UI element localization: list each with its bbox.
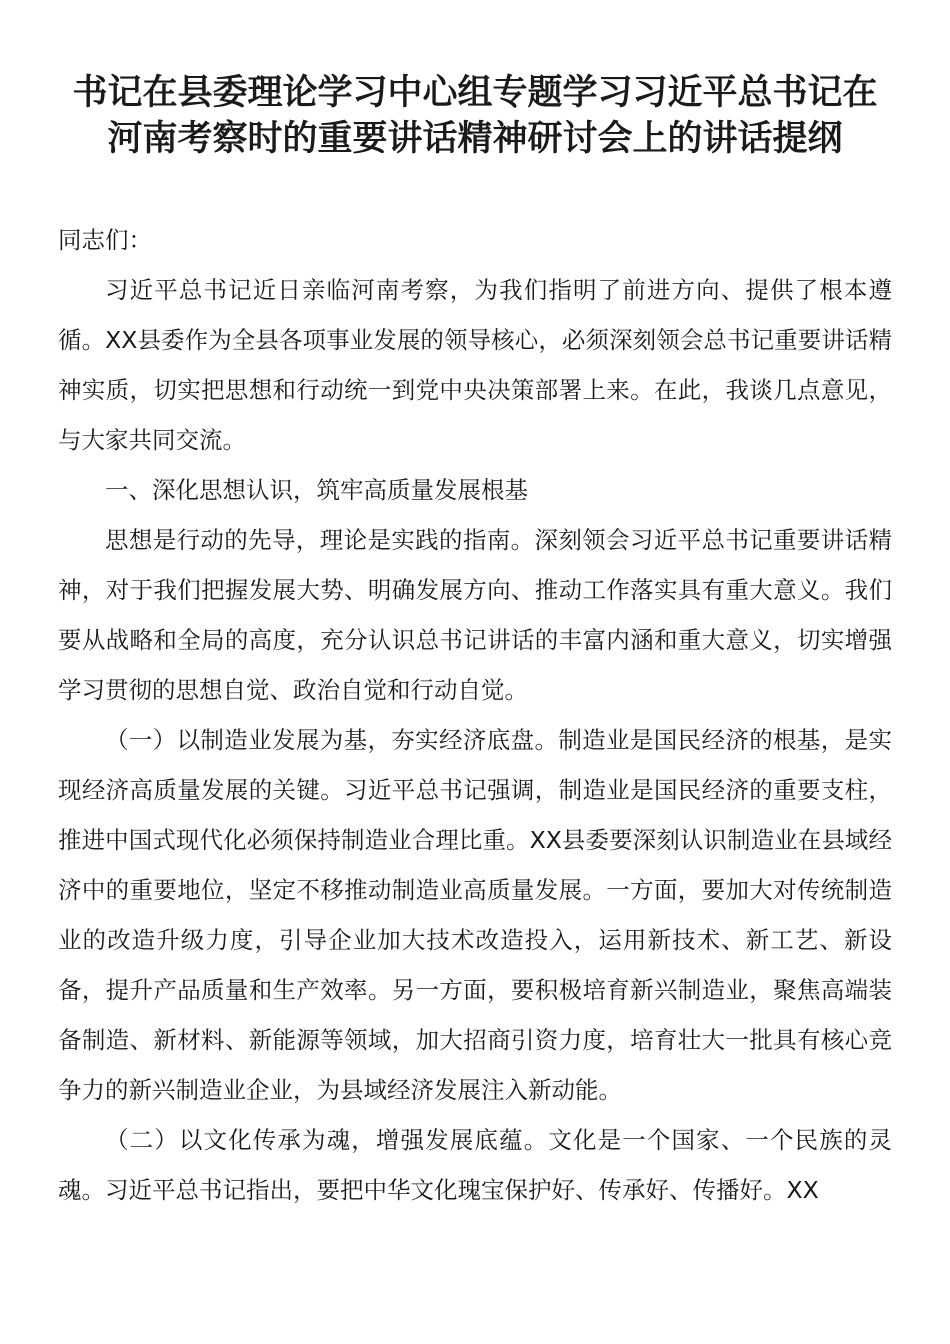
- intro-paragraph: 习近平总书记近日亲临河南考察，为我们指明了前进方向、提供了根本遵循。XX县委作为全县各项事业发展的领导核心，必须深刻领会总书记重要讲话精神实质，切实把思想和行动统一到党中央决策部署上来。在此，我谈几点意见，与大家共同交流。: [58, 276, 892, 454]
- title-line-2: 河南考察时的重要讲话精神研讨会上的讲话提纲: [107, 119, 843, 159]
- salutation: 同志们：: [58, 226, 152, 254]
- subsection-1-paragraph: （一）以制造业发展为基，夯实经济底盘。制造业是国民经济的根基，是实现经济高质量发展的关键。习近平总书记强调，制造业是国民经济的重要支柱，推进中国式现代化必须保持制造业合理比重。XX县委要深刻认识制造业在县域经济中的重要地位，坚定不移推动制造业高质量发展。一方面，要加大对传统制造业的改造升级力度，引导企业加大技术改造投入，运用新技术、新工艺、新设备，提升产品质量和生产效率。另一方面，要积极培育新兴制造业，聚焦高端装备制造、新材料、新能源等领域，加大招商引资力度，培育壮大一批具有核心竞争力的新兴制造业企业，为县域经济发展注入新动能。: [58, 726, 892, 1104]
- document-body: [58, 215, 892, 1215]
- section-1-paragraph: 思想是行动的先导，理论是实践的指南。深刻领会习近平总书记重要讲话精神，对于我们把握发展大势、明确发展方向、推动工作落实具有重大意义。我们要从战略和全局的高度，充分认识总书记讲话的丰富内涵和重大意义，切实增强学习贯彻的思想自觉、政治自觉和行动自觉。: [58, 526, 892, 704]
- title-line-1: 书记在县委理论学习中心组专题学习习近平总书记在: [72, 73, 878, 113]
- document-title: [40, 70, 910, 162]
- section-heading-1: 一、深化思想认识，筑牢高质量发展根基: [105, 476, 528, 504]
- subsection-2-paragraph: （二）以文化传承为魂，增强发展底蕴。文化是一个国家、一个民族的灵魂。习近平总书记指出，要把中华文化瑰宝保护好、传承好、传播好。XX: [58, 1126, 892, 1204]
